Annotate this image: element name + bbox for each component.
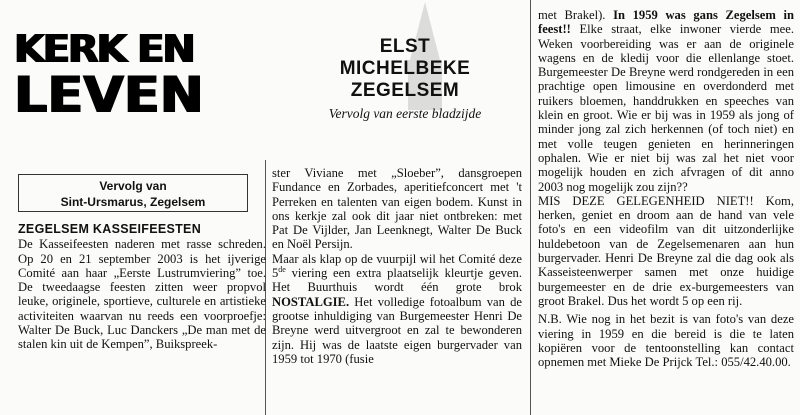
nostalgie-emphasis: NOSTALGIE.	[272, 294, 350, 309]
section-title: ZEGELSEM KASSEIFEESTEN	[18, 222, 202, 236]
ordinal-suffix: de	[278, 264, 286, 274]
logo-line-2: LEVEN	[14, 66, 204, 124]
column-divider-2	[530, 0, 531, 415]
article-column-2	[272, 166, 522, 366]
paragraph-1-part-a: met Brakel).	[538, 8, 614, 22]
paragraph-1-part-b: Elke straat, elke inwoner vierde mee. Weken voorbereiding was er aan de originele wagens en de kledij voor die ellenlange stoet. Burgemeester De Breyne werd rondgereden in een prachtige open limousine en overdonderd met ruikers bloemen, handdrukken en speeches van klein en groot. Wie er bij was in 1959 als jong of minder jong zal zich herkennen (of toch niet) en met volle teugen genieten en herinneringen ophalen. Wie er niet bij was zal het niet voor mogelijk houden en zich afvragen of dit anno 2003 nog mogelijk zou zijn??	[538, 22, 794, 194]
place-michelbeke: MICHELBEKE	[339, 58, 471, 79]
box-heading-line-1: Vervolg van	[99, 179, 167, 193]
places-heading	[330, 36, 480, 102]
article-column-1	[18, 222, 266, 352]
column-3-paragraph-1	[538, 8, 794, 194]
column-3-paragraph-3: N.B. Wie nog in het bezit is van foto's van deze viering in 1959 en die bereid is die te laten kopiëren voor de tentoonstelling kan contact opnemen met Mieke De Prijck Tel.: 055/42.40.00.	[538, 312, 794, 370]
column-2-paragraph-1: ster Viviane met „Sloeber”, dansgroepen Fundance en Zorbades, aperitiefconcert met 't Perreken en talenten van eigen bodem. Kunst in ons kerkje zal ook dit jaar niet ontbreken: met Pat De Vijlder, Jan Leenknegt, Walter De Buck en Noël Persijn.	[272, 166, 522, 252]
place-zegelsem: ZEGELSEM	[350, 80, 460, 101]
subtitle: Vervolg van eerste bladzijde	[328, 106, 482, 121]
article-column-3	[538, 8, 794, 369]
column-1-text: De Kasseifeesten naderen met rasse schreden. Op 20 en 21 september 2003 is het ijverige Comité aan haar „Eerste Lustrumviering” toe. De tweedaagse feesten zitten weer propvol leuke, originele, sportieve, culturele en artistieke activiteiten waarvan nu reeds een voorproefje: Walter De Buck, Luc Danckers „De man met de stalen kin uit de Kempen”, Buikspreek-	[18, 237, 266, 352]
column-3-paragraph-2: MIS DEZE GELEGENHEID NIET!! Kom, herken, geniet en droom aan de hand van vele foto's en een videofilm van dit uitzonderlijke huldebetoon van de Zegelsemenaren aan hun burgervader. Henri De Breyne zal die dag ook als Kasseisteenwerper samen met onze huidige burgemeester en de drie ex-burgemeesters van groot Brakel. Dus het wordt 5 op een rij.	[538, 193, 794, 308]
logo-line-1: KERK EN	[14, 27, 194, 71]
paragraph-2-part-c: Het volledige fotoalbum van de grootse inhuldiging van Burgemeester Henri De Breyne werd uitvergroot en zal te bewonderen zijn. Hij was de laatste eigen burgervader van 1959 tot 1970 (fusie	[272, 294, 522, 366]
column-2-paragraph-2	[272, 252, 522, 366]
box-heading-line-2: Sint-Ursmarus, Zegelsem	[60, 195, 206, 209]
masthead-logo	[14, 27, 204, 124]
paragraph-2-part-a: Maar als klap op de vuurpijl wil het Comité deze 5	[272, 251, 522, 281]
paragraph-2-part-b: viering een extra plaatselijk kleurtje geven. Het Buurthuis wordt één grote brok	[272, 266, 522, 295]
place-elst: ELST	[379, 36, 431, 57]
continued-box-heading	[18, 174, 248, 212]
feest-emphasis: In 1959 was gans Zegelsem in feest!!	[538, 8, 794, 37]
